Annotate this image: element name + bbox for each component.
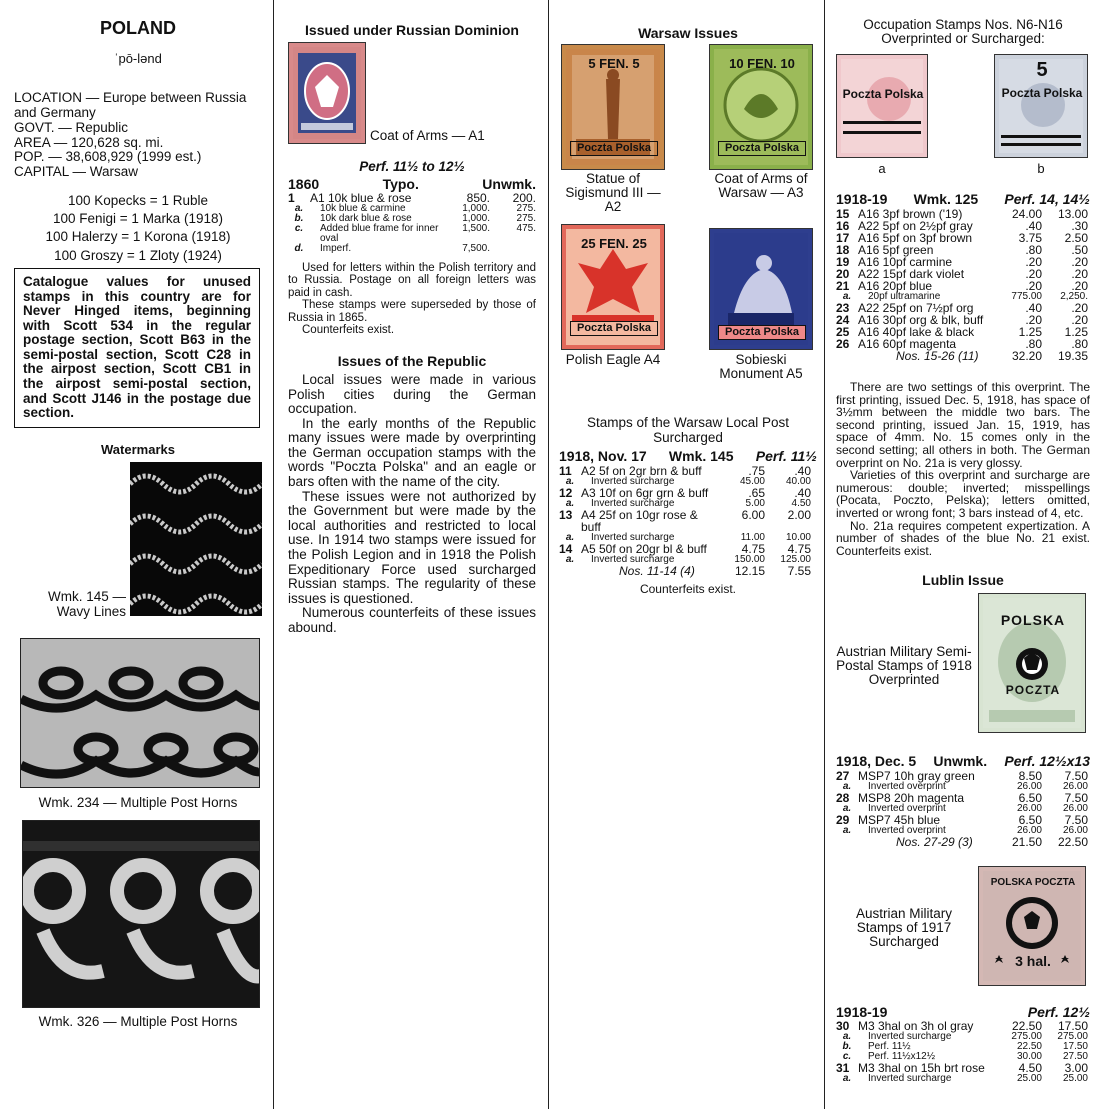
used-value: 40.00 (785, 476, 811, 487)
unused-value: 1,500. (462, 223, 490, 234)
note-paragraph: These stamps were superseded by those of Russia in 1865. (288, 299, 536, 324)
used-value: 27.50 (1062, 1051, 1088, 1062)
overprint-b-label: b (1037, 161, 1045, 176)
issue-watermark: Wmk. 125 (913, 191, 979, 207)
unused-value: 775.00 (1011, 291, 1042, 302)
description: A16 5pf on 3pf brown (858, 231, 973, 245)
used-value: .30 (1071, 219, 1088, 233)
used-value: .40 (794, 486, 811, 500)
catalogue-number: 1 (288, 191, 295, 205)
description: Inverted surcharge (591, 476, 675, 487)
description: Perf. 11½ (868, 1041, 911, 1052)
total-spacer (836, 350, 858, 362)
unused-value: 850. (466, 191, 490, 205)
used-value: 10.00 (785, 532, 811, 543)
currency-line: 100 Halerzy = 1 Korona (1918) (45, 229, 231, 245)
description: Added blue frame for inner oval (320, 223, 439, 244)
unused-value: 5.00 (745, 498, 765, 509)
warsaw-counterfeits-note: Counterfeits exist. (639, 582, 737, 596)
used-value: 2.00 (787, 508, 811, 522)
stamp-a3-warsaw-arms (709, 44, 813, 170)
description: Inverted surcharge (591, 532, 675, 543)
overprint-a3: Poczta Polska (718, 141, 806, 156)
fact-area: AREA — 120,628 sq. mi. (14, 134, 164, 150)
listing-row (559, 509, 811, 533)
used-value: 200. (512, 191, 536, 205)
total-label: Nos. 27-29 (3) (896, 835, 973, 849)
overprint-b-value: 5 (1036, 59, 1048, 81)
used-value: 4.75 (787, 542, 811, 556)
variety-row (288, 244, 536, 254)
used-value: 275. (516, 213, 536, 224)
catalogue-number: 14 (559, 542, 573, 556)
listing-table-warsaw (559, 465, 811, 577)
description: A22 15pf dark violet (858, 267, 965, 281)
catalogue-number: 11 (559, 464, 572, 478)
unused-value: 7,500. (462, 243, 490, 254)
used-value: .40 (794, 464, 811, 478)
description: M3 3hal on 15h brt rose (858, 1061, 985, 1075)
country-title: POLAND (100, 18, 176, 38)
issue-date: 1918, Dec. 5 (836, 753, 917, 769)
description: M3 3hal on 3h ol gray (858, 1019, 974, 1033)
local-post-heading: Stamps of the Warsaw Local Post Surcharged (586, 415, 790, 445)
catalogue-number: a. (842, 1031, 852, 1042)
section-title-warsaw: Warsaw Issues (638, 25, 738, 41)
column-occupation-lublin (834, 0, 1092, 1109)
total-used: 7.55 (787, 564, 811, 578)
total-row (559, 565, 811, 577)
column-rule (273, 0, 274, 1109)
used-value: 7.50 (1064, 769, 1088, 783)
description: Inverted surcharge (868, 1031, 952, 1042)
catalogue-number: a. (842, 291, 852, 302)
unused-value: 4.75 (741, 542, 765, 556)
catalogue-number: b. (294, 213, 304, 224)
unused-value: 30.00 (1016, 1051, 1042, 1062)
description: A16 30pf org & blk, buff (858, 313, 984, 327)
lublin-caption: Austrian Military Semi-Postal Stamps of 1918 Overprinted (836, 644, 972, 688)
russian-notes (288, 262, 536, 336)
overprint-b-text: Poczta Polska (1001, 86, 1083, 100)
catalogue-number: 28 (836, 791, 850, 805)
listing-table-lublin (836, 770, 1088, 848)
occupation-heading: Occupation Stamps Nos. N6-N16 Overprinted or Surcharged: (863, 17, 1063, 47)
used-value: .20 (1071, 279, 1088, 293)
section-title-republic: Issues of the Republic (337, 353, 487, 369)
currency-list (12, 192, 264, 265)
unused-value: .20 (1025, 279, 1042, 293)
unused-value: 275.00 (1011, 1031, 1042, 1042)
republic-paragraph: In the early months of the Republic many issues were made by overprinting the German occupation stamps with the words "Poczta Polska" and an eagle or bars often with the name of the city. (288, 415, 536, 490)
used-value: 275. (516, 203, 536, 214)
total-spacer (559, 565, 581, 577)
catalogue-number: 13 (559, 508, 573, 522)
column-country-info (12, 0, 264, 1109)
used-value: .50 (1071, 243, 1088, 257)
issue-date: 1918, Nov. 17 (559, 448, 647, 464)
catalogue-number: a. (842, 1073, 852, 1084)
catalogue-number: 29 (836, 813, 850, 827)
description: A5 50f on 20gr bl & buff (581, 542, 707, 556)
watermark-326-caption: Wmk. 326 — Multiple Post Horns (38, 1014, 238, 1029)
issue-header-1918-dec (836, 753, 1090, 769)
surcharge-a3: 10 FEN. 10 (729, 56, 795, 71)
used-value (490, 244, 536, 254)
used-value: 2.50 (1064, 231, 1088, 245)
catalogue-number: d. (294, 243, 304, 254)
description: 10k blue & carmine (320, 203, 406, 214)
lublin-overprint-bottom: POCZTA (1005, 683, 1061, 697)
stamp-a1-caption: Coat of Arms — A1 (370, 128, 485, 143)
watermark-326-image (22, 820, 260, 1008)
issue-watermark: Unwmk. (482, 176, 536, 192)
description: A16 5pf green (858, 243, 934, 257)
military-overprint-top: POLSKA POCZTA (990, 877, 1076, 888)
catalogue-number: 15 (836, 207, 850, 221)
unused-value: 150.00 (734, 554, 765, 565)
catalogue-number: b. (842, 1041, 852, 1052)
description: A4 25f on 10gr rose & buff (581, 508, 698, 534)
stamp-a5-caption: Sobieski Monument A5 (719, 352, 803, 382)
catalogue-number: c. (294, 223, 304, 234)
description: Inverted overprint (868, 803, 946, 814)
unused-value: .40 (1025, 219, 1042, 233)
used-value: 7.50 (1064, 813, 1088, 827)
description: A3 10f on 6gr grn & buff (581, 486, 709, 500)
unused-value: .20 (1025, 267, 1042, 281)
stamp-a5-sobieski (709, 228, 813, 350)
currency-line: 100 Kopecks = 1 Ruble (68, 193, 208, 208)
used-value: 475. (516, 223, 536, 234)
variety-row (836, 1074, 1088, 1084)
issue-watermark: Unwmk. (933, 753, 988, 769)
unused-value: 3.75 (1018, 231, 1042, 245)
section-title-lublin: Lublin Issue (922, 572, 1004, 588)
catalogue-number: 18 (836, 243, 850, 257)
unused-value: 24.00 (1011, 207, 1042, 221)
watermark-145-caption: Wmk. 145 — Wavy Lines (47, 589, 126, 619)
catalogue-number: 20 (836, 267, 850, 281)
fact-location: LOCATION — Europe between Russia and Germany (14, 90, 247, 120)
catalogue-number: a. (565, 532, 575, 543)
issue-year: 1918-19 (836, 191, 888, 207)
unused-value: 6.00 (741, 508, 765, 522)
overprint-a-text: Poczta Polska (842, 87, 924, 101)
used-value: 13.00 (1057, 207, 1088, 221)
military-caption: Austrian Military Stamps of 1917 Surcharged (855, 906, 953, 950)
unused-value: .75 (748, 464, 765, 478)
unused-value: 6.50 (1018, 791, 1042, 805)
variety-row (288, 224, 536, 244)
total-row (836, 836, 1088, 848)
description: MSP7 10h gray green (858, 769, 975, 783)
catalogue-number: a. (842, 825, 852, 836)
unused-value: 1,000. (462, 213, 490, 224)
unused-value: 45.00 (739, 476, 765, 487)
total-used: 19.35 (1057, 349, 1088, 363)
unused-value: .80 (1025, 243, 1042, 257)
description: Inverted surcharge (868, 1073, 952, 1084)
section-title-russian-dominion: Issued under Russian Dominion (305, 22, 519, 38)
overprint-a2: Poczta Polska (570, 141, 658, 156)
note-paragraph: No. 21a requires competent expertization. A number of shades of the blue No. 21 exist. Counterfeits exist. (836, 518, 1090, 558)
description: Inverted surcharge (591, 498, 675, 509)
catalogue-number: 23 (836, 301, 850, 315)
used-value: 17.50 (1057, 1019, 1088, 1033)
used-value: .20 (1071, 267, 1088, 281)
description: A16 20pf blue (858, 279, 933, 293)
stamp-overprint-b (994, 54, 1088, 158)
description: A1 10k blue & rose (310, 191, 412, 205)
watermarks-heading: Watermarks (101, 442, 175, 457)
column-rule (548, 0, 549, 1109)
military-surcharge-value: 3 hal. (1015, 953, 1051, 969)
unused-value: 22.50 (1011, 1019, 1042, 1033)
catalogue-number: a. (565, 498, 575, 509)
description: A16 3pf brown ('19) (858, 207, 963, 221)
note-paragraph: Varieties of this overprint and surcharge are numerous: double; inverted; misspellings (Pocata, Poczto, Pelska); letters omitted, inverted or wrong font; 3 bars instead of 4, etc. (836, 468, 1090, 520)
total-row (836, 350, 1088, 362)
unused-value: 1.25 (1018, 325, 1042, 339)
note-paragraph: Used for letters within the Polish territory and to Russia. Postage on all foreign letters was paid in cash. (288, 262, 536, 299)
description: Perf. 11½x12½ (868, 1051, 936, 1062)
description: A16 40pf lake & black (858, 325, 975, 339)
used-value: 7.50 (1064, 791, 1088, 805)
watermark-234-caption: Wmk. 234 — Multiple Post Horns (38, 795, 238, 810)
overprint-a4: Poczta Polska (570, 321, 658, 336)
catalogue-number: a. (842, 803, 852, 814)
watermark-234-image (20, 638, 260, 788)
used-value: 125.00 (780, 554, 811, 565)
stamp-military-surcharged (978, 866, 1086, 986)
occupation-notes (836, 381, 1090, 557)
column-warsaw-issues (557, 0, 819, 1109)
used-value: 17.50 (1062, 1041, 1088, 1052)
used-value: 25.00 (1062, 1073, 1088, 1084)
description: A22 5pf on 2½pf gray (858, 219, 973, 233)
listing-table-occupation (836, 208, 1088, 362)
issue-year: 1918-19 (836, 1004, 888, 1020)
catalogue-number: 25 (836, 325, 850, 339)
issue-year: 1860 (288, 176, 320, 192)
used-value: .20 (1071, 301, 1088, 315)
overprint-a5: Poczta Polska (718, 325, 806, 340)
description: Inverted overprint (868, 825, 946, 836)
used-value: .80 (1071, 337, 1088, 351)
stamp-a3-caption: Coat of Arms of Warsaw — A3 (714, 171, 808, 201)
watermark-145-image (130, 462, 262, 616)
unused-value: 22.50 (1016, 1041, 1042, 1052)
stamp-a4-caption: Polish Eagle A4 (565, 352, 661, 367)
used-value: 275.00 (1057, 1031, 1088, 1042)
currency-line: 100 Fenigi = 1 Marka (1918) (53, 211, 223, 227)
unused-value: .80 (1025, 337, 1042, 351)
total-label: Nos. 15-26 (11) (896, 349, 979, 363)
issue-header-1918-19 (836, 191, 1090, 207)
stamp-a4-eagle (561, 224, 665, 350)
unused-value: 4.50 (1018, 1061, 1042, 1075)
note-paragraph: Counterfeits exist. (302, 324, 395, 337)
description: Inverted overprint (868, 781, 946, 792)
unused-value: 25.00 (1016, 1073, 1042, 1084)
issue-header-1860 (288, 176, 536, 192)
catalogue-value-note: Catalogue values for unused stamps in this country are for Never Hinged items, beginning with Scott 534 in the regular postage section, Scott B63 in the semi-postal section, Scott C28 in the airpost section, Scott CB1 in the airpost semi-postal section, and Scott J146 in the postage due section. (14, 268, 260, 428)
description: A2 5f on 2gr brn & buff (581, 464, 702, 478)
used-value: 3.00 (1064, 1061, 1088, 1075)
issue-watermark: Wmk. 145 (668, 448, 734, 464)
description: A16 10pf carmine (858, 255, 953, 269)
description: MSP8 20h magenta (858, 791, 965, 805)
pronunciation: ˈpō-lənd (114, 51, 162, 66)
total-unused: 12.15 (734, 564, 765, 578)
total-spacer (836, 836, 858, 848)
unused-value: .20 (1025, 313, 1042, 327)
used-value: 26.00 (1062, 825, 1088, 836)
fact-capital: CAPITAL — Warsaw (14, 164, 139, 180)
used-value: .20 (1071, 313, 1088, 327)
unused-value: 26.00 (1016, 803, 1042, 814)
catalogue-number: a. (294, 203, 304, 214)
listing-table-russian (288, 192, 536, 254)
catalogue-number: 17 (836, 231, 850, 245)
column-rule (824, 0, 825, 1109)
stamp-lublin-semi-postal (978, 593, 1086, 733)
fact-govt: GOVT. — Republic (14, 119, 129, 135)
catalogue-number: a. (842, 781, 852, 792)
currency-line: 100 Groszy = 1 Zloty (1924) (54, 247, 222, 263)
column-russian-dominion (286, 0, 538, 1109)
issue-printing: Typo. (382, 176, 419, 192)
issue-perf: Perf. 12½x13 (1004, 753, 1090, 769)
stamp-a2-caption: Statue of Sigismund III — A2 (565, 171, 661, 215)
catalogue-number: 12 (559, 486, 573, 500)
description: A16 60pf magenta (858, 337, 957, 351)
unused-value: 26.00 (1016, 825, 1042, 836)
catalogue-number: c. (842, 1051, 852, 1062)
republic-paragraph: Numerous counterfeits of these issues abound. (288, 605, 536, 635)
note-paragraph: There are two settings of this overprint. The first printing, issued Dec. 5, 1918, has space of 3½mm between the middle two bars. The second printing, issued Jan. 15, 1919, has space of 4mm. No. 15 comes only in the second setting; all others in both. The German overprint on No. 21a is very glossy. (836, 380, 1090, 470)
used-value: 1.25 (1064, 325, 1088, 339)
issue-perf: Perf. 11½ (755, 448, 817, 464)
republic-paragraph: Local issues were made in various Polish cities during the German occupation. (288, 372, 536, 417)
issue-header-1918-nov (559, 448, 817, 464)
stamp-a1-coat-of-arms (288, 42, 366, 144)
total-label: Nos. 11-14 (4) (619, 564, 695, 578)
description: MSP7 45h blue (858, 813, 941, 827)
issue-header-1918-19-military (836, 1004, 1090, 1020)
used-value: 26.00 (1062, 803, 1088, 814)
republic-text (288, 373, 536, 635)
unused-value: .40 (1025, 301, 1042, 315)
catalogue-number: 21 (836, 279, 850, 293)
used-value: 4.50 (791, 498, 811, 509)
total-used: 22.50 (1057, 835, 1088, 849)
total-unused: 21.50 (1011, 835, 1042, 849)
country-facts (14, 91, 266, 180)
fact-pop: POP. — 38,608,929 (1999 est.) (14, 149, 202, 165)
catalogue-number: 30 (836, 1019, 850, 1033)
perf-heading: Perf. 11½ to 12½ (359, 159, 465, 174)
catalogue-number: 19 (836, 255, 850, 269)
catalogue-number: 24 (836, 313, 850, 327)
catalogue-number: 26 (836, 337, 850, 351)
stamp-a2-sigismund (561, 44, 665, 170)
unused-value: 8.50 (1018, 769, 1042, 783)
unused-value: .65 (748, 486, 765, 500)
lublin-overprint-top: POLSKA (1000, 612, 1066, 628)
catalogue-number: a. (565, 554, 575, 565)
description: Inverted surcharge (591, 554, 675, 565)
surcharge-a4: 25 FEN. 25 (581, 236, 647, 251)
surcharge-a2: 5 FEN. 5 (588, 56, 640, 71)
catalogue-number: 31 (836, 1061, 850, 1075)
unused-value: 6.50 (1018, 813, 1042, 827)
description: Imperf. (320, 243, 352, 254)
unused-value: 1,000. (462, 203, 490, 214)
republic-paragraph: These issues were not authorized by the Government but were made by the local authorities and restricted to local use. In 1914 two stamps were issued for the Polish Legion and in 1918 the Polish Expeditionary Force used surcharged Russian stamps. The regularity of these issues is questioned. (288, 488, 536, 606)
catalogue-number: a. (565, 476, 575, 487)
issue-perf: Perf. 12½ (1027, 1004, 1090, 1020)
description: 20pf ultramarine (868, 291, 941, 302)
description: 10k dark blue & rose (320, 213, 412, 224)
overprint-a-label: a (878, 161, 886, 176)
issue-perf: Perf. 14, 14½ (1004, 191, 1090, 207)
used-value: 26.00 (1062, 781, 1088, 792)
total-unused: 32.20 (1011, 349, 1042, 363)
description: A22 25pf on 7½pf org (858, 301, 974, 315)
used-value: .20 (1071, 255, 1088, 269)
unused-value: 26.00 (1016, 781, 1042, 792)
used-value: 2,250. (1060, 291, 1088, 302)
unused-value: .20 (1025, 255, 1042, 269)
unused-value: 11.00 (740, 532, 765, 543)
catalogue-number: 16 (836, 219, 850, 233)
catalogue-number: 27 (836, 769, 850, 783)
stamp-overprint-a (836, 54, 928, 158)
listing-table-military (836, 1020, 1088, 1084)
